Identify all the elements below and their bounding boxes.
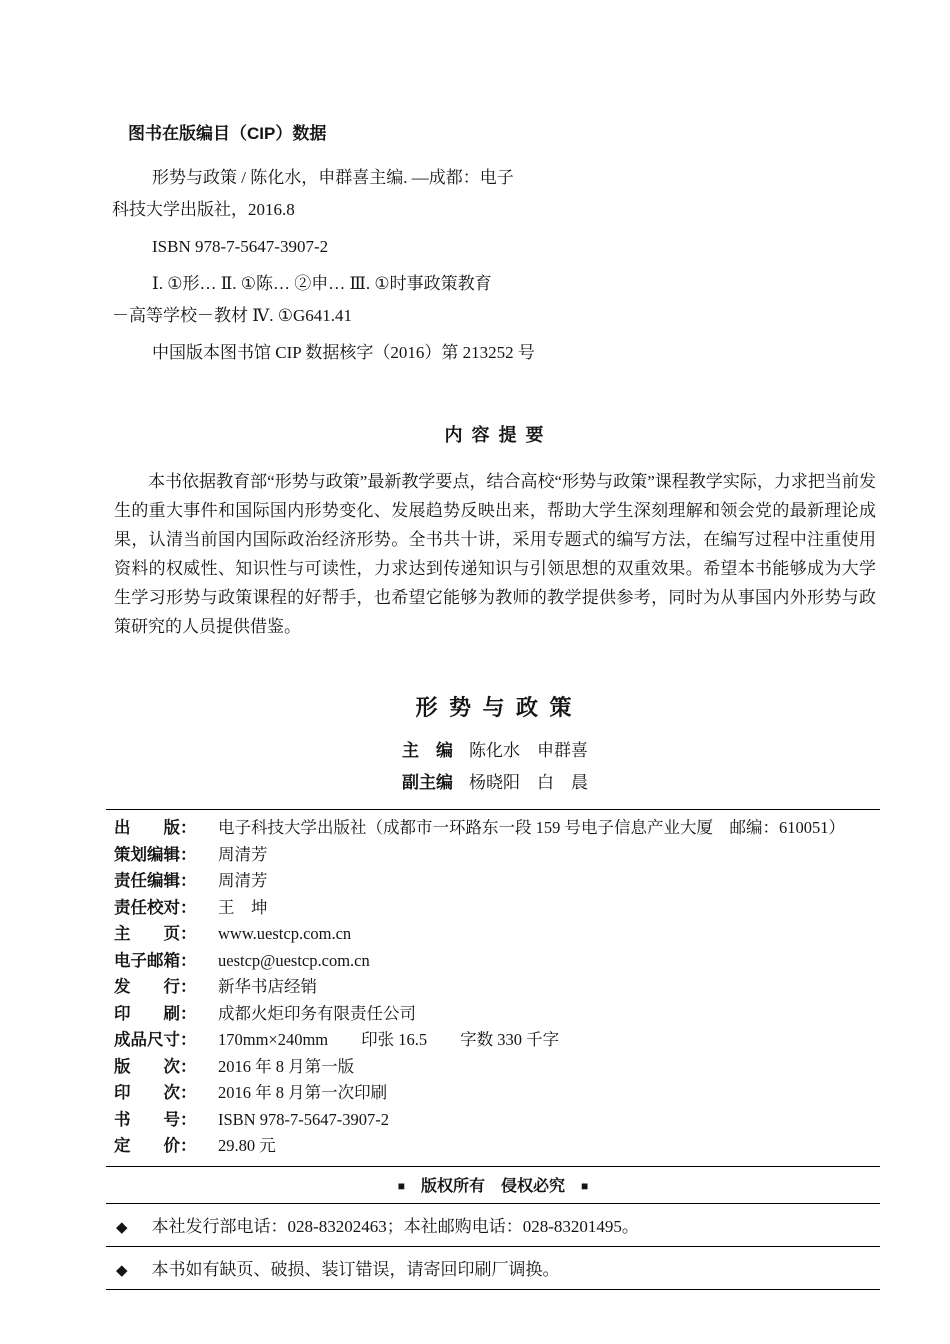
abstract-heading: 内 容 提 要 [444, 425, 546, 445]
phone-notice [106, 1203, 880, 1246]
pub-row-label: 印 次： [114, 1084, 197, 1102]
cip-block [112, 118, 878, 369]
pub-row-label: 发 行： [114, 978, 197, 996]
pub-row-executive-editor [114, 868, 878, 895]
cip-biblio-line2: 科技大学出版社，2016.8 [112, 200, 295, 219]
exchange-notice [106, 1246, 880, 1289]
copyright-text: 版权所有 侵权必究 [420, 1177, 565, 1195]
square-bullet-icon: ■ [397, 1178, 405, 1193]
exchange-notice-text: 本书如有缺页、破损、装订错误，请寄回印刷厂调换。 [151, 1259, 560, 1279]
square-bullet-icon: ■ [581, 1178, 589, 1193]
pub-row-label: 主 页： [114, 925, 197, 943]
pub-row-value: 170mm×240mm 印张 16.5 字数 330 千字 [218, 1030, 560, 1049]
pub-row-impression [114, 1080, 878, 1107]
cip-isbn: ISBN 978-7-5647-3907-2 [152, 237, 329, 256]
pub-row-publisher [114, 815, 878, 842]
pub-row-label: 策划编辑： [114, 845, 197, 864]
abstract-body: 本书依据教育部“形势与政策”最新教学要点，结合高校“形势与政策”课程教学实际，力求把当前发生的重大事件和国际国内形势变化、发展趋势反映出来，帮助大学生深刻理解和领会党的最新理论成果，认清当前国内国际政治经济形势。全书共十讲，采用专题式的编写方法，在编写过程中注重使用资料的权威性、知识性与可读性，力求达到传递知识与引领思想的双重效果。希望本书能够成为大学生学习形势与政策课程的好帮手，也希望它能够为教师的教学提供参考，同时为从事国内外形势与政策研究的人员提供借鉴。 [114, 472, 876, 636]
deputy-editor-names: 杨晓阳 白 晨 [469, 773, 588, 792]
pub-row-label: 出 版： [114, 819, 197, 837]
pub-row-email [114, 948, 878, 975]
pub-row-printing [114, 1001, 878, 1028]
chief-editors-line [112, 736, 878, 761]
pub-row-value: 2016 年 8 月第一版 [218, 1056, 355, 1076]
pub-row-isbn [114, 1107, 878, 1134]
pub-row-label: 电子邮箱： [114, 951, 197, 970]
pub-row-edition [114, 1054, 878, 1081]
deputy-editor-label: 副主编 [402, 773, 453, 792]
pub-row-homepage [114, 921, 878, 948]
chief-editor-label: 主 编 [402, 741, 453, 760]
pub-row-value: ISBN 978-7-5647-3907-2 [218, 1109, 389, 1129]
cip-classification-line1: Ⅰ. ①形… Ⅱ. ①陈… ②申… Ⅲ. ①时事政策教育 [152, 274, 492, 293]
diamond-bullet-icon: ◆ [116, 1262, 128, 1279]
pub-row-value: 王 坤 [218, 897, 268, 917]
pub-row-value: 周清芳 [218, 844, 268, 864]
cip-classification-line2: －高等学校－教材 Ⅳ. ①G641.41 [112, 306, 353, 325]
pub-row-proofreader [114, 895, 878, 922]
pub-row-value: 29.80 元 [218, 1136, 276, 1155]
title-block [112, 691, 878, 793]
publication-info [112, 810, 878, 1166]
copyright-notice [106, 1166, 880, 1203]
pub-row-label: 责任编辑： [114, 872, 197, 890]
cip-biblio-line1: 形势与政策 / 陈化水，申群喜主编. —成都：电子 [152, 168, 514, 187]
pub-row-size [114, 1027, 878, 1054]
diamond-bullet-icon: ◆ [116, 1219, 128, 1236]
pub-row-value: uestcp@uestcp.com.cn [218, 950, 370, 970]
pub-row-value: 周清芳 [218, 871, 268, 890]
divider [106, 1289, 880, 1290]
pub-row-value: 成都火炬印务有限责任公司 [218, 1003, 416, 1023]
cip-record-number: 中国版本图书馆 CIP 数据核字（2016）第 213252 号 [152, 343, 535, 362]
cip-heading: 图书在版编目（CIP）数据 [128, 124, 327, 143]
deputy-editors-line [112, 768, 878, 793]
pub-row-distribution [114, 974, 878, 1001]
phone-notice-text: 本社发行部电话：028-83202463；本社邮购电话：028-83201495。 [151, 1216, 639, 1236]
pub-row-value: www.uestcp.com.cn [218, 924, 352, 943]
pub-row-label: 印 刷： [114, 1004, 197, 1023]
pub-row-planning-editor [114, 842, 878, 869]
pub-row-label: 定 价： [114, 1137, 197, 1155]
pub-row-label: 责任校对： [114, 898, 197, 917]
pub-row-value: 新华书店经销 [218, 977, 317, 996]
pub-row-value: 2016 年 8 月第一次印刷 [218, 1083, 388, 1102]
pub-row-label: 书 号： [114, 1110, 197, 1129]
abstract-section [112, 421, 878, 641]
book-title: 形 势 与 政 策 [415, 695, 575, 720]
pub-row-price [114, 1133, 878, 1160]
chief-editor-names: 陈化水 申群喜 [469, 741, 588, 760]
pub-row-label: 版 次： [114, 1057, 197, 1076]
pub-row-label: 成品尺寸： [114, 1031, 197, 1049]
pub-row-value: 电子科技大学出版社（成都市一环路东一段 159 号电子信息产业大厦 邮编：610051） [218, 818, 845, 837]
